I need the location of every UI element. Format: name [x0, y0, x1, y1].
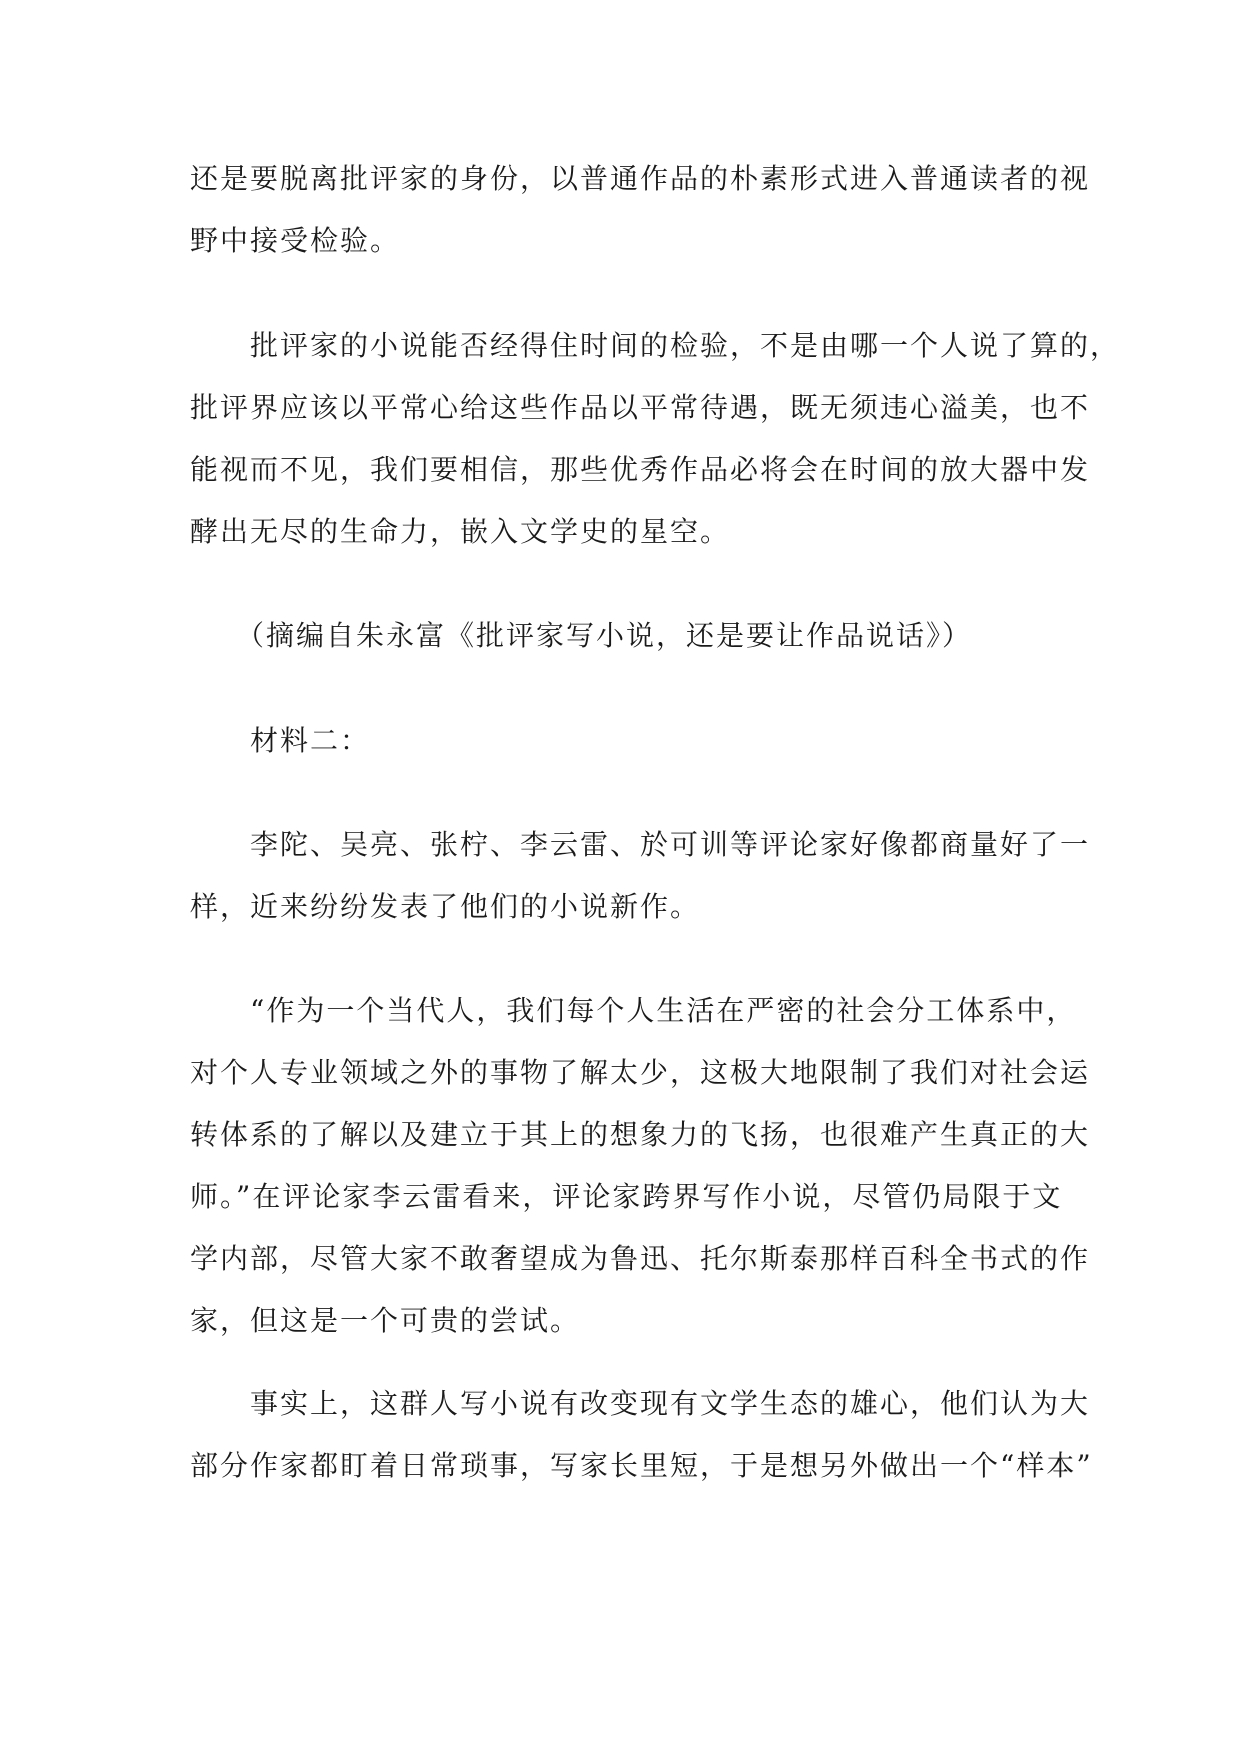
- continuation-paragraph: [190, 148, 1091, 272]
- text-line: 批评家的小说能否经得住时间的检验，不是由哪一个人说了算的，: [190, 329, 1121, 362]
- text-line: （摘编自朱永富《批评家写小说，还是要让作品说话》）: [190, 619, 973, 652]
- text-line: 样，近来纷纷发表了他们的小说新作。: [190, 890, 701, 923]
- text-line: 事实上，这群人写小说有改变现有文学生态的雄心，他们认为大: [190, 1387, 1091, 1420]
- li-yunlei-quote-paragraph: [190, 980, 1091, 1352]
- text-line: 对个人专业领域之外的事物了解太少，这极大地限制了我们对社会运: [190, 1056, 1091, 1089]
- ambition-paragraph: [190, 1373, 1093, 1497]
- text-line: 家，但这是一个可贵的尝试。: [190, 1304, 581, 1337]
- text-line: 部分作家都盯着日常琐事，写家长里短，于是想另外做出一个“样本”: [190, 1449, 1093, 1482]
- text-line: 材料二：: [190, 724, 371, 757]
- time-test-paragraph: [190, 315, 1121, 563]
- critics-novels-paragraph: [190, 814, 1091, 938]
- text-line: 还是要脱离批评家的身份，以普通作品的朴素形式进入普通读者的视: [190, 162, 1091, 195]
- material-two-heading: [190, 710, 1070, 772]
- text-line: 李陀、吴亮、张柠、李云雷、於可训等评论家好像都商量好了一: [190, 828, 1091, 861]
- text-line: 酵出无尽的生命力，嵌入文学史的星空。: [190, 515, 731, 548]
- text-line: “作为一个当代人，我们每个人生活在严密的社会分工体系中，: [190, 994, 1077, 1027]
- source-citation: [190, 605, 1070, 667]
- text-line: 野中接受检验。: [190, 224, 401, 257]
- text-line: 转体系的了解以及建立于其上的想象力的飞扬，也很难产生真正的大: [190, 1118, 1091, 1151]
- text-line: 师。”在评论家李云雷看来，评论家跨界写作小说，尽管仍局限于文: [190, 1180, 1063, 1213]
- text-line: 能视而不见，我们要相信，那些优秀作品必将会在时间的放大器中发: [190, 453, 1091, 486]
- text-line: 学内部，尽管大家不敢奢望成为鲁迅、托尔斯泰那样百科全书式的作: [190, 1242, 1091, 1275]
- text-line: 批评界应该以平常心给这些作品以平常待遇，既无须违心溢美，也不: [190, 391, 1091, 424]
